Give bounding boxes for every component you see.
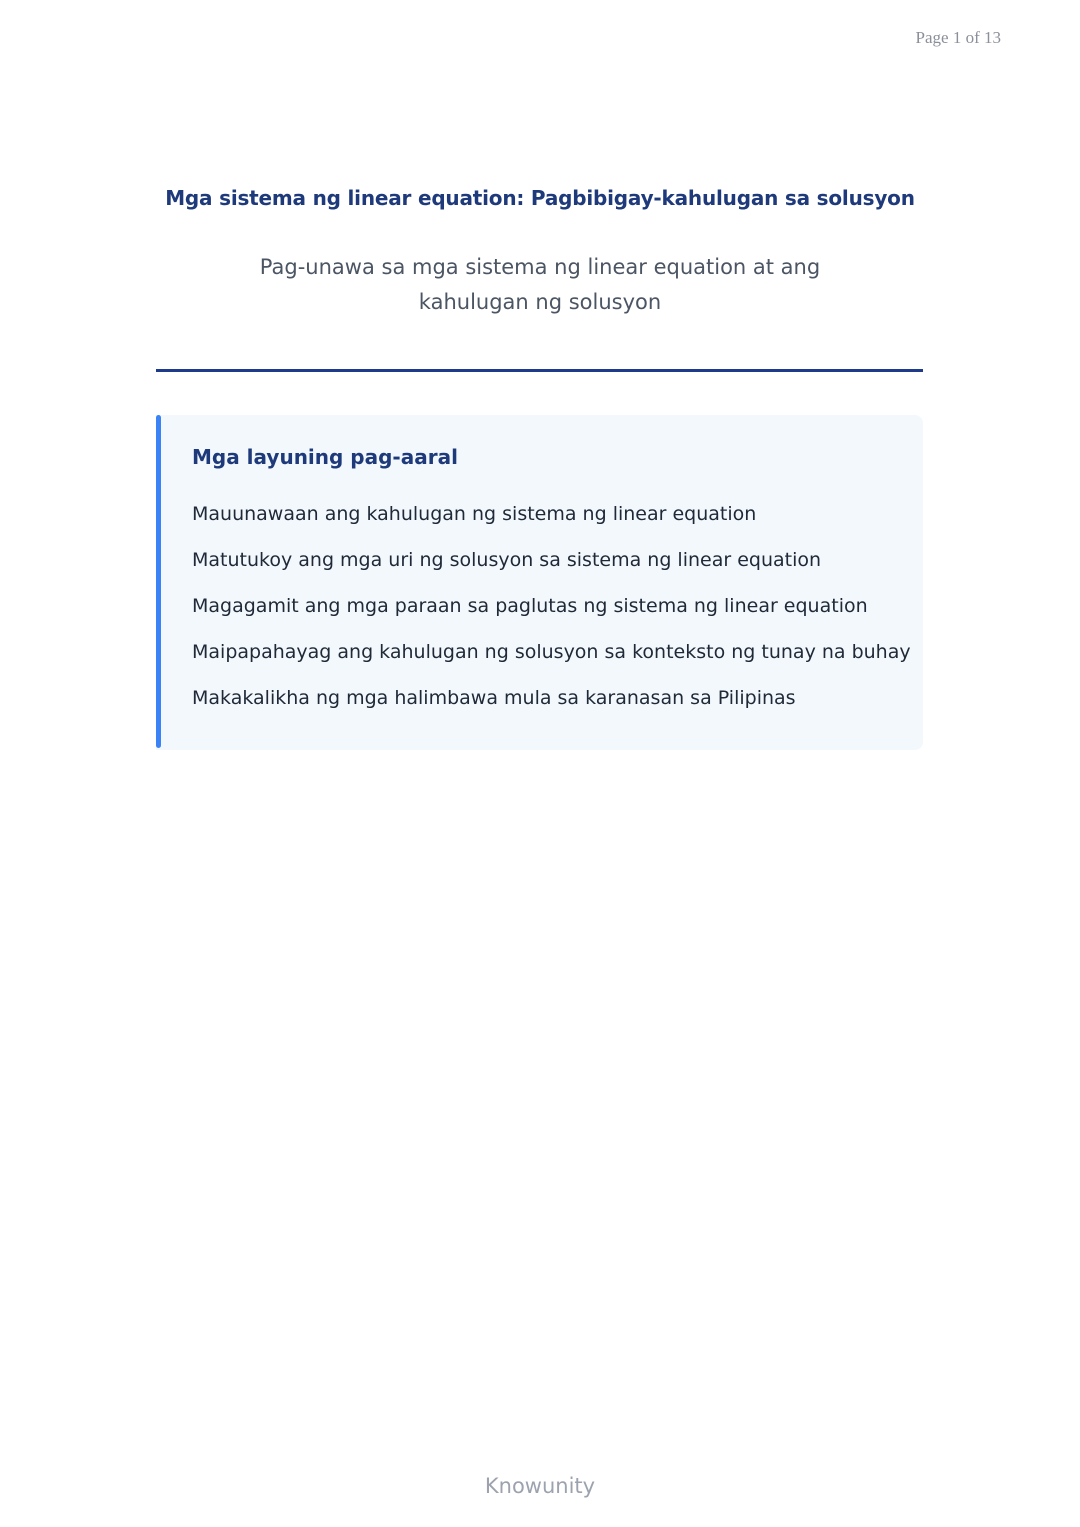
objectives-list [192, 491, 911, 721]
objective-item: Mauunawaan ang kahulugan ng sistema ng linear equation [192, 503, 757, 525]
page-number: Page 1 of 13 [915, 28, 1001, 47]
objective-item: Maipapahayag ang kahulugan ng solusyon sa konteksto ng tunay na buhay [192, 641, 911, 663]
learning-objectives-box [156, 415, 923, 750]
document-title: Mga sistema ng linear equation: Pagbibigay-kahulugan sa solusyon [165, 186, 915, 210]
objective-item: Makakalikha ng mga halimbawa mula sa karanasan sa Pilipinas [192, 687, 796, 709]
objectives-heading: Mga layuning pag-aaral [192, 445, 458, 469]
objective-item: Matutukoy ang mga uri ng solusyon sa sistema ng linear equation [192, 549, 822, 571]
title-divider [156, 369, 923, 372]
objectives-accent-bar [156, 415, 161, 748]
document-subtitle: Pag-unawa sa mga sistema ng linear equation at ang kahulugan ng solusyon [259, 255, 821, 314]
footer-brand: Knowunity [484, 1474, 596, 1498]
objective-item: Magagamit ang mga paraan sa paglutas ng sistema ng linear equation [192, 595, 868, 617]
